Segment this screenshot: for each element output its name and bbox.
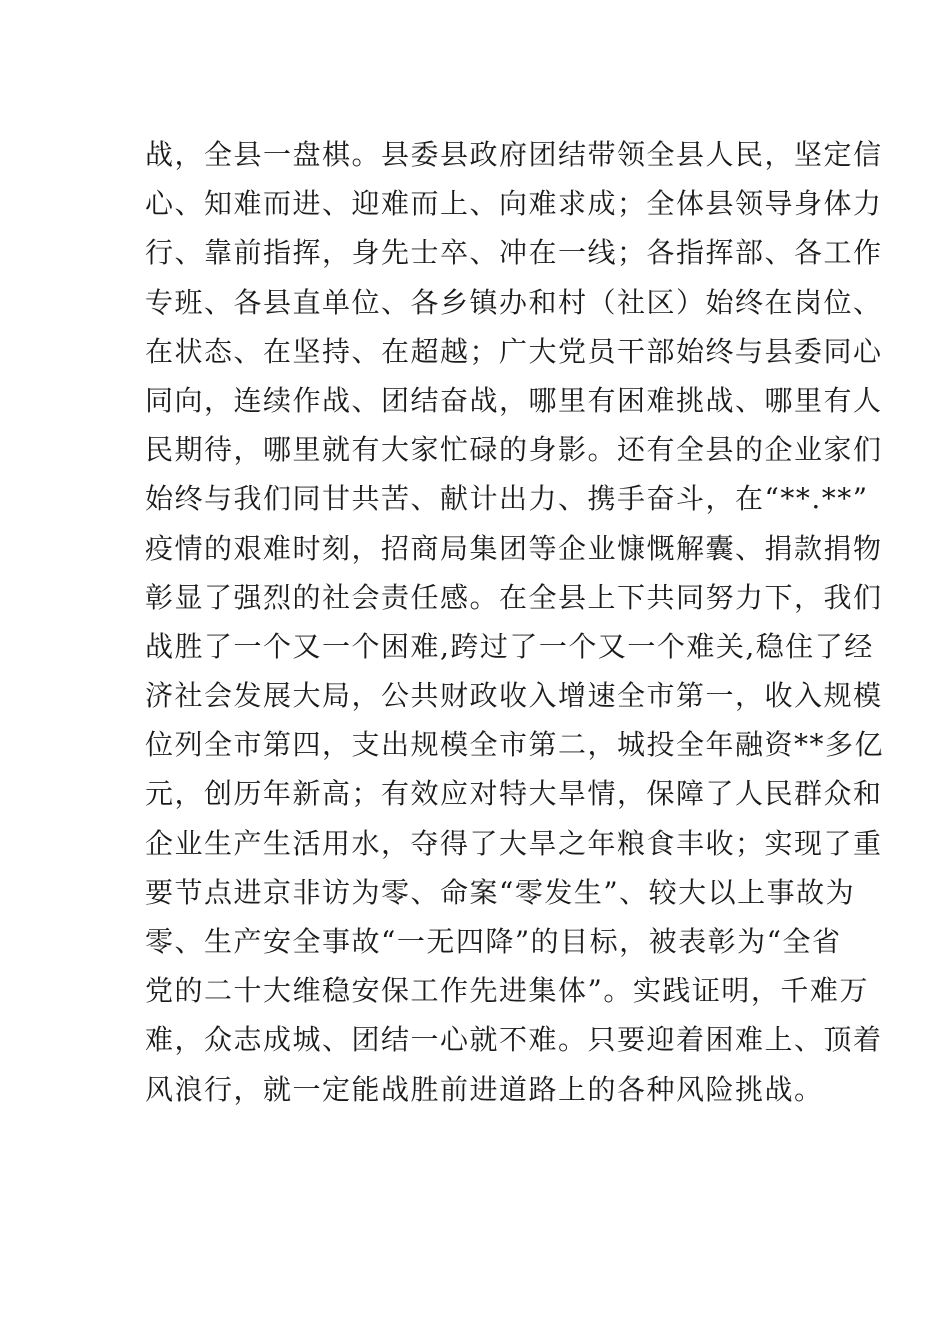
text-line: 行、靠前指挥，身先士卒、冲在一线；各指挥部、各工作 <box>145 236 883 270</box>
text-line: 零、生产安全事故“一无四降”的目标，被表彰为“全省 <box>145 925 842 958</box>
text-line: 民期待，哪里就有大家忙碌的身影。还有全县的企业家们 <box>145 433 883 467</box>
text-line: 始终与我们同甘共苦、献计出力、携手奋斗，在“**.**” <box>145 482 869 516</box>
text-line: 要节点进京非访为零、命案“零发生”、较大以上事故为 <box>145 875 856 909</box>
text-line: 专班、各县直单位、各乡镇办和村（社区）始终在岗位、 <box>145 285 883 319</box>
text-line: 党的二十大维稳安保工作先进集体”。实践证明，千难万 <box>145 974 869 1008</box>
text-line: 位列全市第四，支出规模全市第二，城投全年融资**多亿 <box>145 728 885 762</box>
text-line: 战，全县一盘棋。县委县政府团结带领全县人民，坚定信 <box>145 138 883 171</box>
text-line: 疫情的艰难时刻，招商局集团等企业慷慨解囊、捐款捐物 <box>145 531 883 565</box>
text-line: 风浪行，就一定能战胜前进道路上的各种风险挑战。 <box>145 1072 824 1106</box>
text-line: 心、知难而进、迎难而上、向难求成；全体县领导身体力 <box>145 187 883 221</box>
text-line: 元，创历年新高；有效应对特大旱情，保障了人民群众和 <box>145 777 883 811</box>
text-line: 战胜了一个又一个困难,跨过了一个又一个难关,稳住了经 <box>145 629 874 663</box>
text-line: 企业生产生活用水，夺得了大旱之年粮食丰收；实现了重 <box>145 826 883 860</box>
text-line: 同向，连续作战、团结奋战，哪里有困难挑战、哪里有人 <box>145 383 883 417</box>
text-line: 难，众志成城、团结一心就不难。只要迎着困难上、顶着 <box>145 1023 883 1057</box>
body-paragraph <box>145 130 885 1114</box>
text-line: 彰显了强烈的社会责任感。在全县上下共同努力下，我们 <box>145 580 883 614</box>
text-line: 在状态、在坚持、在超越；广大党员干部始终与县委同心 <box>145 334 883 368</box>
text-line: 济社会发展大局，公共财政收入增速全市第一，收入规模 <box>145 679 883 713</box>
